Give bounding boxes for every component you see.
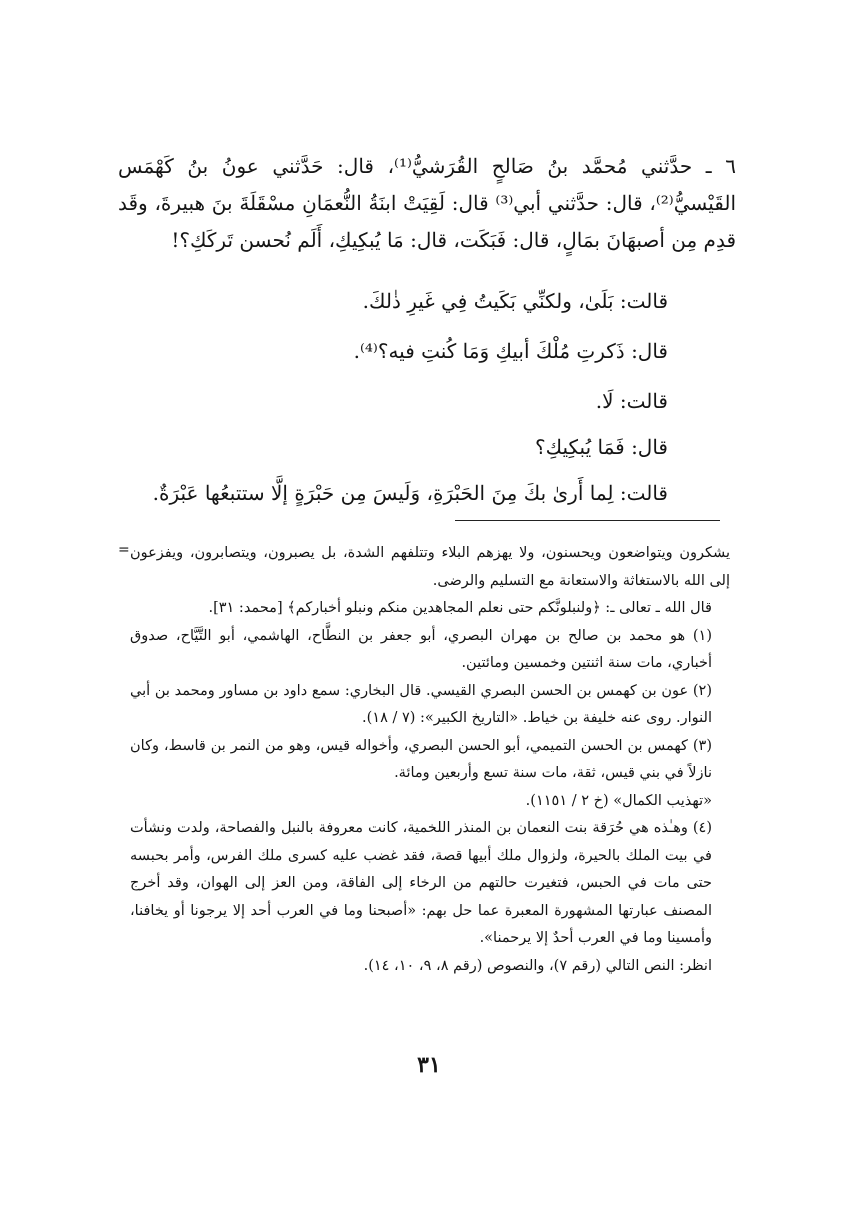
dialog-line: قالت: بَلَىٰ، ولكنِّي بَكَيتُ فِي غَيرِ ذٰلكَ. bbox=[362, 289, 668, 313]
dialog-line: قالت: لَا. bbox=[595, 389, 668, 413]
dialog-line: قال: ذَكرتِ مُلْكَ أبيكِ وَمَا كُنتِ فيه؟⁽⁴⁾. bbox=[353, 339, 668, 363]
footnote-separator bbox=[455, 520, 720, 521]
footnote-2: (٢) عون بن كهمس بن الحسن البصري القيسي. قال البخاري: سمع داود بن مساور ومحمد بن أبي النوار. روى عنه خليفة بن خياط. «التاريخ الكبير»: (٧ / ١٨). bbox=[130, 682, 712, 726]
main-paragraph: ٦ ـ حدَّثني مُحمَّد بنُ صَالحٍ القُرَشيُّ⁽¹⁾، قال: حَدَّثني عونُ بنُ كَهْمَس القَيْسيُّ⁽²⁾، قال: حدَّثني أبي⁽³⁾ قال: لَقِيَتْ ابنَةُ النُّعمَانِ مسْقَلَةَ بنَ هبيرةَ، وقَد قدِم مِن أصبهَانَ بمَالٍ، قال: فَبَكَت، قال: مَا يُبكِيكِ، أَلَم نُحسن تَركَكِ؟! bbox=[118, 154, 737, 252]
main-text bbox=[118, 148, 736, 259]
footnote-4: (٤) وهـٰذه هي حُرَقة بنت النعمان بن المنذر اللخمية، كانت معروفة بالنبل والفصاحة، ولدت ونشأت في بيت الملك بالحيرة، ولزوال ملك أبيها قصة، فقد غضب عليه كسرى ملك الفرس، وأمر بحبسه حتى مات في الحبس، فتغيرت حالتهم من الرخاء إلى الفاقة، ومن العز إلى الهوان، وقد أخرج المصنف عبارتها المشهورة المعبرة عما حل بهم: «أصبحنا وما في العرب أحد إلا يرجونا أو يخافنا، وأمسينا وما في العرب أحدٌ إلا يرحمنا». bbox=[130, 820, 712, 946]
footnote-1: (١) هو محمد بن صالح بن مهران البصري، أبو جعفر بن النطَّاح، الهاشمي، أبو التَّيَّاح، صدوق أخباري، مات سنة اثنتين وخمسين ومائتين. bbox=[130, 627, 712, 671]
footnote-continuation: يشكرون ويتواضعون ويحسنون، ولا يهزهم البلاء وتتلفهم الشدة، بل يصبرون، ويتصابرون، ويفزعون إلى الله بالاستغاثة والاستعانة مع التسليم والرضى. bbox=[130, 545, 730, 589]
footnotes bbox=[130, 540, 730, 980]
footnote-3: (٣) كهمس بن الحسن التميمي، أبو الحسن البصري، وأخواله قيس، وهو من النمر بن قاسط، وكان نازلاً في بني قيس، ثقة، مات سنة تسع وأربعين ومائة. bbox=[130, 737, 712, 781]
page-number: ٣١ bbox=[417, 1052, 441, 1078]
footnote-quran: قال الله ـ تعالى ـ: ﴿ولنبلونَّكم حتى نعلم المجاهدين منكم ونبلو أخباركم﴾ [محمد: ٣١]. bbox=[208, 600, 712, 616]
dialog-line: قال: فَمَا يُبكِيكِ؟ bbox=[534, 435, 668, 459]
continuation-marker: = bbox=[118, 542, 130, 558]
dialog-line: قالت: لِما أَرىٰ بكَ مِنَ الحَبْرَةِ، وَلَيسَ مِن حَبْرَةٍ إلَّا ستتبعُها عَبْرَةٌ. bbox=[152, 481, 668, 505]
footnote-3-reference: «تهذيب الكمال» (خ ٢ / ١١٥١). bbox=[525, 792, 712, 809]
footnote-see-also: انظر: النص التالي (رقم ٧)، والنصوص (رقم ٨، ٩، ١٠، ١٤). bbox=[363, 957, 712, 974]
